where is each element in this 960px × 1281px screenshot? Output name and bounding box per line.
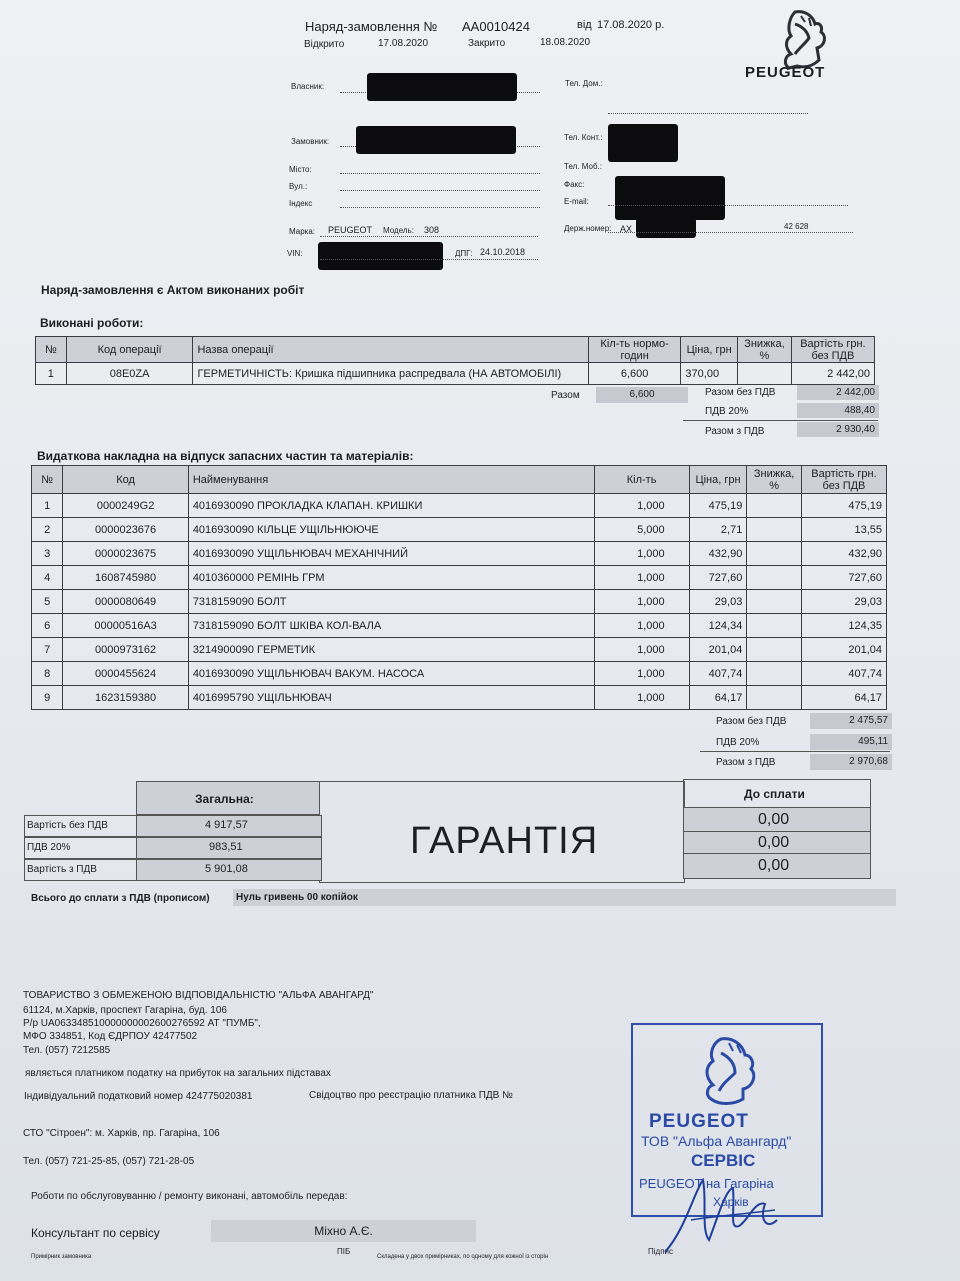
parts-row-qty: 1,000 [594, 638, 689, 662]
parts-row-discount [747, 614, 802, 638]
company-name: ТОВАРИСТВО З ОБМЕЖЕНОЮ ВІДПОВІДАЛЬНІСТЮ "АЛЬФА АВАНГАРД" [23, 990, 374, 1001]
company-address: 61124, м.Харків, проспект Гагаріна, буд. 106 [23, 1005, 227, 1016]
make-label: Марка: [289, 227, 315, 236]
works-no-vat-value: 2 442,00 [797, 385, 879, 400]
summary-row-label-box [24, 815, 138, 837]
owner-redaction [367, 73, 517, 101]
parts-row-code: 0000249G2 [63, 494, 188, 518]
parts-row-discount [747, 542, 802, 566]
parts-row-code: 0000080649 [63, 590, 188, 614]
company-phone: Тел. (057) 7212585 [23, 1045, 111, 1056]
summary-value-vat: 983,51 [209, 841, 243, 853]
works-row-no: 1 [36, 363, 67, 385]
parts-row-no: 6 [32, 614, 63, 638]
parts-row-name: 4016930090 УЩІЛЬНЮВАЧ ВАКУМ. НАСОСА [188, 662, 594, 686]
customer-label: Замовник: [291, 137, 330, 146]
stamp-brand: PEUGEOT [649, 1111, 749, 1132]
summary-value-box [136, 859, 322, 881]
parts-table [31, 465, 887, 710]
parts-row-price: 124,34 [689, 614, 747, 638]
parts-row-code: 0000973162 [63, 638, 188, 662]
model-value: 308 [424, 225, 440, 235]
stamp-company: ТОВ "Альфа Авангард" [641, 1133, 792, 1149]
parts-row-discount [747, 566, 802, 590]
works-with-vat-value: 2 930,40 [797, 422, 879, 437]
parts-row-code: 00000516A3 [63, 614, 188, 638]
works-no-vat-label: Разом без ПДВ [705, 387, 776, 398]
works-table [35, 336, 875, 385]
stamp-lion-icon [683, 1033, 769, 1107]
parts-row-discount [747, 518, 802, 542]
phone-email-redaction [615, 176, 725, 220]
amount-in-words: Нуль гривень 00 копійок [233, 889, 896, 906]
order-date: 17.08.2020 р. [597, 19, 665, 31]
consultant-label: Консультант по сервісу [31, 1226, 160, 1240]
index-label: Індекс [289, 199, 313, 208]
parts-with-vat-value: 2 970,68 [810, 754, 892, 770]
parts-row [32, 566, 887, 590]
parts-row-no: 4 [32, 566, 63, 590]
summary-label-no-vat: Вартість без ПДВ [27, 820, 108, 831]
company-vat-certificate: Свідоцтво про реєстрацію платника ПДВ № [309, 1090, 513, 1101]
order-number: АА0010424 [462, 19, 530, 34]
works-section-title: Виконані роботи: [40, 316, 144, 330]
phone-contact-redaction [608, 124, 678, 162]
parts-row-code: 1608745980 [63, 566, 188, 590]
parts-vat-label: ПДВ 20% [716, 737, 760, 748]
works-vat-label: ПДВ 20% [705, 406, 749, 417]
works-row-qty: 6,600 [588, 363, 681, 385]
parts-row-price: 2,71 [689, 518, 747, 542]
make-value: PEUGEOT [328, 225, 373, 235]
works-sum-label: Разом [551, 390, 580, 401]
parts-row-name: 7318159090 БОЛТ ШКІВА КОЛ-ВАЛА [188, 614, 594, 638]
closed-date: 18.08.2020 [540, 37, 591, 48]
parts-row-discount [747, 638, 802, 662]
parts-vat-value: 495,11 [810, 734, 892, 750]
works-row [36, 363, 875, 385]
parts-row [32, 542, 887, 566]
parts-row-price: 201,04 [689, 638, 747, 662]
order-title: Наряд-замовлення № [305, 19, 438, 34]
works-row-code: 08E0ZA [66, 363, 193, 385]
parts-row-price: 727,60 [689, 566, 747, 590]
owner-label: Власник: [291, 82, 325, 91]
summary-row-label-box [24, 837, 138, 859]
parts-row-qty: 5,000 [594, 518, 689, 542]
works-header-no: № [36, 337, 67, 363]
parts-row-no: 5 [32, 590, 63, 614]
summary-total-header-box [136, 781, 322, 815]
dpg-value: 24.10.2018 [480, 247, 526, 257]
parts-header-no: № [32, 466, 63, 494]
parts-row [32, 686, 887, 710]
parts-with-vat-label: Разом з ПДВ [716, 757, 776, 768]
works-header-qty: Кіл-ть нормо-годин [588, 337, 681, 363]
due-value-with-vat: 0,00 [758, 857, 790, 874]
works-header-total: Вартість грн. без ПДВ [791, 337, 874, 363]
parts-row-qty: 1,000 [594, 494, 689, 518]
opened-label: Відкрито [304, 39, 345, 50]
sto-phone: Тел. (057) 721-25-85, (057) 721-28-05 [23, 1156, 195, 1167]
parts-row-qty: 1,000 [594, 686, 689, 710]
works-header-discount: Знижка, % [738, 337, 792, 363]
parts-row-price: 475,19 [689, 494, 747, 518]
amount-in-words-label: Всього до сплати з ПДВ (прописом) [31, 893, 210, 904]
parts-row-name: 4010360000 РЕМІНЬ ГРМ [188, 566, 594, 590]
stamp-location: PEUGEOT на Гагаріна [639, 1176, 774, 1191]
works-row-total: 2 442,00 [791, 363, 874, 385]
parts-row-no: 2 [32, 518, 63, 542]
parts-row-total: 407,74 [801, 662, 886, 686]
plate-label: Держ.номер: [564, 224, 612, 233]
works-vat-value: 488,40 [797, 403, 879, 418]
works-header-price: Ціна, грн [681, 337, 738, 363]
summary-value-box [136, 837, 322, 859]
phone-mobile-label: Тел. Моб.: [564, 162, 602, 171]
email-label: E-mail: [564, 197, 589, 206]
parts-row [32, 494, 887, 518]
parts-row-name: 4016930090 УЩІЛЬНЮВАЧ МЕХАНІЧНИЙ [188, 542, 594, 566]
footer-note: Складена у двох примірниках, по одному для кожної із сторін [377, 1254, 549, 1260]
parts-row-qty: 1,000 [594, 662, 689, 686]
works-row-discount [738, 363, 792, 385]
warranty-text: ГАРАНТІЯ [410, 820, 599, 862]
peugeot-lion-logo-icon [765, 8, 835, 72]
parts-row-no: 8 [32, 662, 63, 686]
dpg-label: ДПГ: [455, 249, 473, 258]
parts-header-code: Код [63, 466, 188, 494]
footer-copy-label: Примірник замовника [31, 1254, 92, 1260]
mileage-value: 42 628 [784, 222, 809, 231]
parts-header-qty: Кіл-ть [594, 466, 689, 494]
parts-row-code: 1623159380 [63, 686, 188, 710]
works-sum-qty: 6,600 [596, 387, 688, 403]
parts-row-total: 29,03 [801, 590, 886, 614]
parts-row-no: 1 [32, 494, 63, 518]
works-header-name: Назва операції [193, 337, 588, 363]
due-header: До сплати [744, 787, 805, 801]
summary-label-vat: ПДВ 20% [27, 842, 71, 853]
parts-row-total: 64,17 [801, 686, 886, 710]
plate-redaction [636, 218, 696, 238]
parts-row-discount [747, 686, 802, 710]
parts-row-qty: 1,000 [594, 542, 689, 566]
parts-row-no: 9 [32, 686, 63, 710]
company-account: Р/р UA063348510000000002600276592 АТ "ПУМБ", [23, 1018, 261, 1029]
parts-header-total: Вартість грн. без ПДВ [801, 466, 886, 494]
parts-row [32, 590, 887, 614]
parts-header-price: Ціна, грн [689, 466, 747, 494]
vin-label: VIN: [287, 249, 303, 258]
parts-row-qty: 1,000 [594, 614, 689, 638]
due-value-vat: 0,00 [758, 834, 790, 851]
closed-label: Закрито [468, 38, 506, 49]
works-with-vat-label: Разом з ПДВ [705, 426, 765, 437]
parts-row-no: 3 [32, 542, 63, 566]
street-label: Вул.: [289, 182, 308, 191]
parts-header-discount: Знижка, % [747, 466, 802, 494]
parts-row-qty: 1,000 [594, 566, 689, 590]
due-value-no-vat: 0,00 [758, 811, 790, 828]
parts-no-vat-label: Разом без ПДВ [716, 716, 787, 727]
parts-header-name: Найменування [188, 466, 594, 494]
parts-row-discount [747, 494, 802, 518]
parts-row-code: 0000023676 [63, 518, 188, 542]
summary-value-box [136, 815, 322, 837]
parts-row [32, 614, 887, 638]
parts-row-name: 4016930090 ПРОКЛАДКА КЛАПАН. КРИШКИ [188, 494, 594, 518]
company-mfo: МФО 334851, Код ЄДРПОУ 42477502 [23, 1031, 198, 1042]
parts-row-price: 432,90 [689, 542, 747, 566]
summary-value-with-vat: 5 901,08 [205, 863, 248, 875]
parts-row-total: 124,35 [801, 614, 886, 638]
consultant-name: Міхно А.Є. [211, 1220, 476, 1242]
parts-row-total: 13,55 [801, 518, 886, 542]
due-header-box [683, 779, 871, 809]
stamp-city: Харків [713, 1195, 749, 1209]
parts-no-vat-value: 2 475,57 [810, 713, 892, 729]
parts-row-total: 201,04 [801, 638, 886, 662]
parts-row-total: 432,90 [801, 542, 886, 566]
parts-row-name: 4016930090 КІЛЬЦЕ УЩІЛЬНЮЮЧЕ [188, 518, 594, 542]
parts-row-name: 3214900090 ГЕРМЕТИК [188, 638, 594, 662]
parts-row-code: 0000455624 [63, 662, 188, 686]
sto-address: СТО "Сітроен": м. Харків, пр. Гагаріна, 106 [23, 1128, 220, 1139]
parts-row-total: 727,60 [801, 566, 886, 590]
parts-row [32, 638, 887, 662]
due-value-box [683, 853, 871, 879]
order-date-label: від [577, 19, 592, 31]
parts-row-discount [747, 590, 802, 614]
vin-redaction [318, 242, 443, 270]
pib-label: ПІБ [337, 1247, 351, 1256]
company-tax-number: Індивідуальний податковий номер 424775020381 [24, 1091, 253, 1102]
handwritten-signature-icon [655, 1160, 785, 1260]
parts-row-discount [747, 662, 802, 686]
handover-note: Роботи по обслуговуванню / ремонту виконані, автомобіль передав: [31, 1191, 348, 1202]
fax-label: Факс: [564, 180, 585, 189]
summary-row-label-box [24, 859, 138, 881]
signature-label: Підпис [648, 1247, 673, 1256]
parts-row-total: 475,19 [801, 494, 886, 518]
phone-home-label: Тел. Дом.: [565, 79, 603, 88]
model-label: Модель: [383, 226, 414, 235]
phone-contact-label: Тел. Конт.: [564, 133, 603, 142]
due-value-box [683, 807, 871, 833]
parts-row-price: 407,74 [689, 662, 747, 686]
parts-section-title: Видаткова накладна на відпуск запасних частин та матеріалів: [37, 449, 414, 463]
parts-row-name: 7318159090 БОЛТ [188, 590, 594, 614]
parts-row-price: 64,17 [689, 686, 747, 710]
warranty-box [319, 781, 685, 883]
summary-label-with-vat: Вартість з ПДВ [27, 864, 97, 875]
summary-value-no-vat: 4 917,57 [205, 819, 248, 831]
summary-total-header: Загальна: [195, 792, 254, 806]
city-label: Місто: [289, 165, 312, 174]
works-row-price: 370,00 [681, 363, 738, 385]
company-tax-note: являється платником податку на прибуток на загальних підставах [25, 1068, 331, 1079]
parts-row-code: 0000023675 [63, 542, 188, 566]
parts-row [32, 662, 887, 686]
parts-row-name: 4016995790 УЩІЛЬНЮВАЧ [188, 686, 594, 710]
parts-row-price: 29,03 [689, 590, 747, 614]
act-note: Наряд-замовлення є Актом виконаних робіт [41, 283, 305, 297]
works-header-code: Код операції [66, 337, 193, 363]
stamp-service: СЕРВІС [691, 1151, 756, 1170]
plate-partial: АХ [620, 224, 633, 234]
due-value-box [683, 831, 871, 855]
parts-row-qty: 1,000 [594, 590, 689, 614]
parts-row-no: 7 [32, 638, 63, 662]
works-row-name: ГЕРМЕТИЧНІСТЬ: Кришка підшипника распредвала (НА АВТОМОБІЛІ) [193, 363, 588, 385]
opened-date: 17.08.2020 [378, 38, 429, 49]
customer-redaction [356, 126, 516, 154]
parts-row [32, 518, 887, 542]
peugeot-brand-text: PEUGEOT [745, 64, 826, 81]
